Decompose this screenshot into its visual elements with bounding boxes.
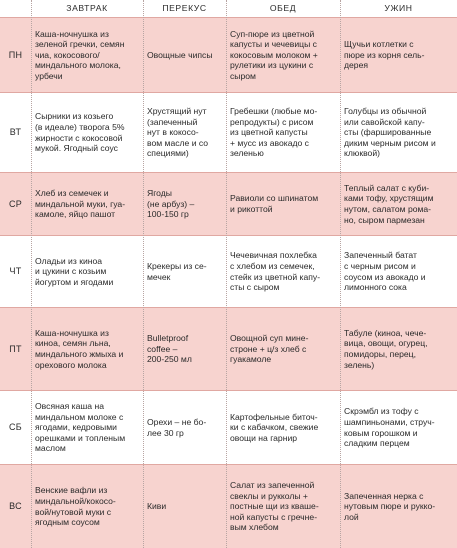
table-row-sunday [0, 465, 457, 548]
breakfast-cell: Каша-ночнушка из зеленой гречки, семян чиа, кокосового/ миндального молока, урбечи [35, 28, 125, 81]
dinner-cell: Запеченный батат с черным рисом и соусом из авокадо и лимонного сока [344, 250, 426, 293]
breakfast-cell: Венские вафли из миндальной/кокосо- вой/нутовой муки с ягодным соусом [35, 485, 116, 528]
lunch-cell: Гребешки (любые мо- репродукты) с рисом из цветной капусты + мусс из авокадо с зеленью [230, 106, 318, 159]
column-divider [31, 0, 32, 548]
dinner-cell: Теплый салат с куби- ками тофу, хрустящим нутом, салатом рома- но, сыром пармезан [344, 182, 434, 225]
lunch-cell: Салат из запеченной свеклы и рукколы + постные щи из кваше- ной капусты с гречне- вым хлебом [230, 480, 319, 533]
day-label: ЧТ [9, 266, 22, 277]
header-dinner: УЖИН [384, 3, 413, 14]
column-divider [340, 0, 341, 548]
dinner-cell: Голубцы из обычной или савойской капу- сты (фаршированные диким черным рисом и клюквой) [344, 106, 436, 159]
header-lunch: ОБЕД [269, 3, 297, 14]
column-divider [143, 0, 144, 548]
table-row-tuesday [0, 93, 457, 173]
snack-cell: Овощные чипсы [147, 49, 213, 60]
lunch-cell: Равиоли со шпинатом и рикоттой [230, 193, 319, 214]
lunch-cell: Картофельные биточ- ки с кабачком, свежие овощи на гарнир [230, 411, 319, 443]
day-label: ВТ [9, 127, 22, 138]
snack-cell: Киви [147, 501, 167, 512]
breakfast-cell: Оладьи из киноа и цукини с козьим йогуртом и ягодами [35, 255, 114, 287]
day-label: ВС [9, 501, 22, 512]
day-label: СР [8, 198, 23, 209]
snack-cell: Хрустящий нут (запеченный нут в кокосо- вом масле и со специями) [147, 106, 209, 159]
lunch-cell: Чечевичная похлебка с хлебом из семечек, стейк из цветной капу- сты с сыром [230, 250, 321, 293]
table-row-wednesday [0, 173, 457, 236]
lunch-cell: Овощной суп мине- строне + ц/з хлеб с гуакамоле [230, 333, 309, 365]
table-row-monday [0, 18, 457, 93]
snack-cell: Крекеры из се- мечек [147, 260, 207, 282]
header-breakfast: ЗАВТРАК [66, 3, 108, 14]
column-divider [226, 0, 227, 548]
table-row-friday [0, 308, 457, 391]
breakfast-cell: Хлеб из семечек и миндальной муки, гуа- камоле, яйцо пашот [35, 188, 126, 220]
dinner-cell: Скрэмбл из тофу с шампиньонами, струч- ковым горошком и сладким перцем [344, 406, 435, 449]
snack-cell: Bulletproof coffee – 200-250 мл [147, 333, 192, 365]
day-label: СБ [8, 422, 22, 433]
dinner-cell: Щучьи котлетки с пюре из корня сель- дерея [344, 39, 425, 71]
breakfast-cell: Овсяная каша на миндальном молоке с ягодами, кедровыми орешками и топленым маслом [35, 401, 126, 454]
table-header-row [0, 0, 457, 18]
lunch-cell: Суп-пюре из цветной капусты и чечевицы с кокосовым молоком + рулетики из цукини с сыром [230, 28, 318, 81]
day-label: ПТ [9, 343, 22, 354]
snack-cell: Орехи – не бо- лее 30 гр [147, 416, 207, 438]
dinner-cell: Запеченная нерка с нутовым пюре и рукко- лой [344, 490, 436, 522]
table-row-thursday [0, 236, 457, 308]
breakfast-cell: Сырники из козьего (в идеале) творога 5% жирности с кокосовой мукой. Ягодный соус [35, 111, 125, 154]
dinner-cell: Табуле (киноа, чече- вица, овощи, огурец, помидоры, перец, зелень) [344, 327, 428, 370]
table-row-saturday [0, 391, 457, 465]
header-snack: ПЕРЕКУС [162, 3, 207, 14]
day-label: ПН [8, 49, 23, 60]
snack-cell: Ягоды (не арбуз) – 100-150 гр [147, 188, 195, 220]
breakfast-cell: Каша-ночнушка из киноа, семян льна, миндального жмыха и орехового молока [35, 327, 124, 370]
